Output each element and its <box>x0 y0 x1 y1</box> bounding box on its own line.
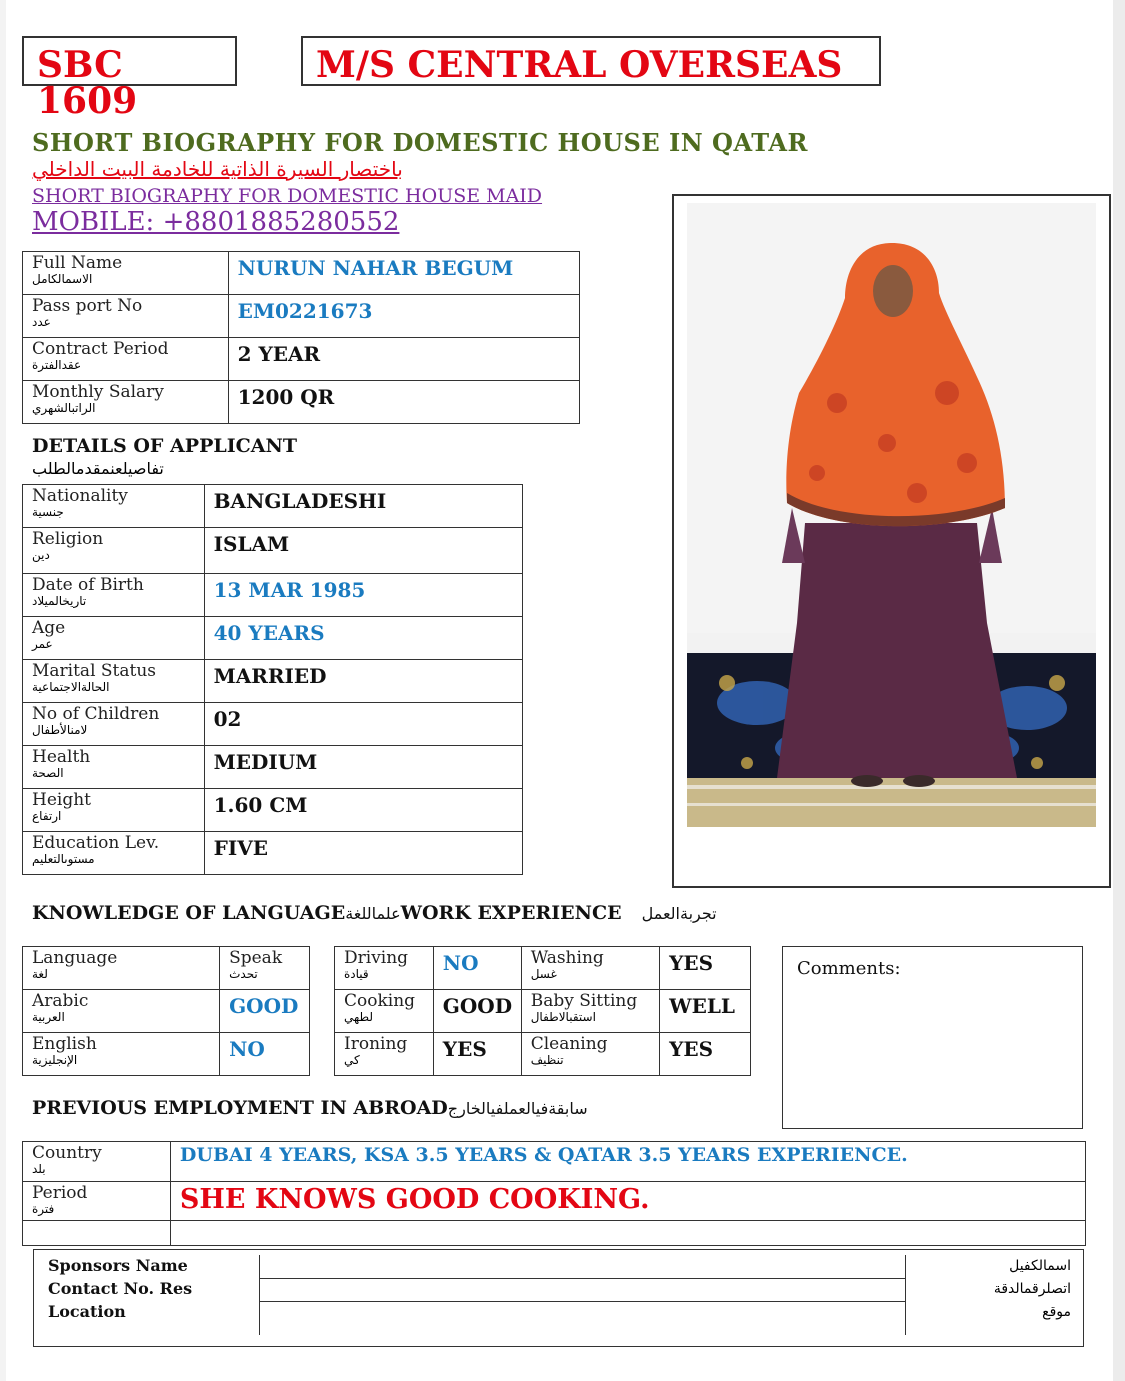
details-row <box>23 660 523 703</box>
work-value2: YES <box>669 951 714 975</box>
work-label-ar: قيادة <box>344 967 369 981</box>
period-value-cell <box>170 1182 1085 1221</box>
work-label-ar: لطهي <box>344 1010 374 1024</box>
work-label-cell <box>335 1033 434 1076</box>
language-label-cell <box>23 947 220 990</box>
sponsor-label: Sponsors Name <box>48 1256 188 1275</box>
basic-info-row <box>23 295 580 338</box>
empty-row <box>23 1221 1086 1246</box>
work-label2: Washing <box>530 948 604 968</box>
field-label: Full Name <box>32 253 123 273</box>
sub-title: SHORT BIOGRAPHY FOR DOMESTIC HOUSE MAID <box>32 185 543 207</box>
field-label: Height <box>32 790 91 810</box>
field-label: Contract Period <box>32 339 169 359</box>
sponsor-label: Contact No. Res <box>48 1279 193 1298</box>
details-row <box>23 746 523 789</box>
details-value-cell <box>204 660 522 703</box>
work-value-cell <box>433 1033 521 1076</box>
period-row <box>23 1182 1086 1221</box>
field-label: Monthly Salary <box>32 382 164 402</box>
field-value: 40 YEARS <box>213 621 325 645</box>
work-value-cell <box>433 947 521 990</box>
field-label: Health <box>32 747 91 767</box>
details-label-cell <box>23 660 205 703</box>
sponsor-input-cell[interactable] <box>259 1255 905 1278</box>
sponsor-box <box>33 1249 1084 1347</box>
sponsor-label-cell <box>39 1301 259 1335</box>
basic-info-label-cell <box>23 295 229 338</box>
work-row <box>335 990 751 1033</box>
details-value-cell <box>204 617 522 660</box>
work-label-ar: كي <box>344 1053 360 1067</box>
language-label: Language <box>32 948 118 968</box>
details-label-cell <box>23 574 205 617</box>
work-label-cell <box>335 947 434 990</box>
work-value: YES <box>442 1037 487 1061</box>
code-text: SBC 1609 <box>37 44 138 122</box>
field-label: Education Lev. <box>32 833 160 853</box>
country-row <box>23 1142 1086 1182</box>
field-value: 1200 QR <box>237 385 335 409</box>
sponsor-label-ar-cell <box>905 1255 1077 1278</box>
field-value: 2 YEAR <box>237 342 321 366</box>
basic-info-label-cell <box>23 381 229 424</box>
field-value: ISLAM <box>213 532 290 556</box>
details-label-cell <box>23 789 205 832</box>
field-label-ar: الحالةالاجتماعية <box>32 680 110 694</box>
period-label-ar: فترة <box>32 1202 55 1216</box>
work-value2: YES <box>669 1037 714 1061</box>
comments-box[interactable] <box>782 946 1083 1129</box>
language-value-cell <box>220 947 310 990</box>
sponsor-row <box>39 1255 1077 1278</box>
field-value: 1.60 CM <box>213 793 308 817</box>
code-box <box>22 36 237 122</box>
details-heading-ar: تفاصيلعنمقدمالطلب <box>32 459 164 478</box>
language-value-cell <box>220 990 310 1033</box>
details-label-cell <box>23 528 205 574</box>
sponsor-row <box>39 1278 1077 1301</box>
sponsor-label-ar: موقع <box>1042 1304 1071 1320</box>
work-label2: Baby Sitting <box>530 991 638 1011</box>
agency-name: M/S CENTRAL OVERSEAS <box>316 44 843 86</box>
work-label2-cell <box>521 990 659 1033</box>
field-label: No of Children <box>32 704 160 724</box>
details-value-cell <box>204 528 522 574</box>
work-label: Ironing <box>344 1034 408 1054</box>
work-value2: WELL <box>669 994 735 1018</box>
page-left-edge <box>0 0 6 1381</box>
sponsor-label: Location <box>48 1302 126 1321</box>
work-label2: Cleaning <box>530 1034 608 1054</box>
basic-info-value-cell <box>228 252 579 295</box>
speak-label: Speak <box>229 948 283 968</box>
language-row <box>23 1033 310 1076</box>
field-label-ar: مستوىالتعليم <box>32 852 95 866</box>
period-label-cell <box>23 1182 171 1221</box>
basic-info-value-cell <box>228 338 579 381</box>
previous-heading <box>32 1097 588 1119</box>
field-label-ar: الصحة <box>32 766 64 780</box>
work-value: GOOD <box>442 994 513 1018</box>
work-table <box>334 946 751 1076</box>
work-label2-ar: غسل <box>530 967 557 981</box>
details-value-cell <box>204 485 522 528</box>
basic-info-label-cell <box>23 338 229 381</box>
work-label2-cell <box>521 1033 659 1076</box>
field-value: BANGLADESHI <box>213 489 387 513</box>
agency-box <box>301 36 881 86</box>
field-value: MARRIED <box>213 664 327 688</box>
work-row <box>335 1033 751 1076</box>
work-value2-cell <box>660 1033 751 1076</box>
work-value-cell <box>433 990 521 1033</box>
sponsor-label-cell <box>39 1278 259 1301</box>
field-label: Date of Birth <box>32 575 144 595</box>
previous-heading-ar: سابقةفيالعملفيالخارج <box>447 1099 588 1118</box>
work-label-cell <box>335 990 434 1033</box>
field-label-ar: الراتبالشهري <box>32 401 96 415</box>
field-label-ar: لامنالأطفال <box>32 723 88 737</box>
main-title: SHORT BIOGRAPHY FOR DOMESTIC HOUSE IN QATAR <box>32 128 808 157</box>
sponsor-label-ar-cell <box>905 1278 1077 1301</box>
knowledge-heading-text: KNOWLEDGE OF LANGUAGE <box>32 902 346 924</box>
details-value-cell <box>204 703 522 746</box>
field-value: EM0221673 <box>237 299 373 323</box>
sponsor-label-cell <box>39 1255 259 1278</box>
field-label: Pass port No <box>32 296 143 316</box>
details-row <box>23 832 523 875</box>
field-value: MEDIUM <box>213 750 318 774</box>
speak-label-ar: تحدث <box>229 967 258 981</box>
knowledge-heading <box>32 902 717 924</box>
details-row <box>23 703 523 746</box>
details-heading: DETAILS OF APPLICANT <box>32 435 297 457</box>
language-row <box>23 947 310 990</box>
details-row <box>23 528 523 574</box>
basic-info-table <box>22 251 580 424</box>
sponsor-row <box>39 1301 1077 1335</box>
country-label-cell <box>23 1142 171 1182</box>
field-label-ar: دين <box>32 548 50 562</box>
language-label-ar: العربية <box>32 1010 65 1024</box>
work-label2-ar: استقبالاطفال <box>530 1010 596 1024</box>
field-label: Marital Status <box>32 661 157 681</box>
language-row <box>23 990 310 1033</box>
basic-info-value-cell <box>228 295 579 338</box>
field-label: Nationality <box>32 486 128 506</box>
field-label-ar: تاريخالميلاد <box>32 594 87 608</box>
work-row <box>335 947 751 990</box>
details-label-cell <box>23 703 205 746</box>
details-value-cell <box>204 746 522 789</box>
work-value2-cell <box>660 947 751 990</box>
work-value2-cell <box>660 990 751 1033</box>
details-table <box>22 484 523 875</box>
details-label-cell <box>23 617 205 660</box>
sponsor-input-cell[interactable] <box>259 1301 905 1335</box>
field-label-ar: جنسية <box>32 505 64 519</box>
work-value: NO <box>442 951 479 975</box>
work-label2-ar: تنظيف <box>530 1053 564 1067</box>
work-heading-text: WORK EXPERIENCE <box>400 902 622 924</box>
details-row <box>23 485 523 528</box>
details-label-cell <box>23 832 205 875</box>
language-label-cell <box>23 990 220 1033</box>
language-label: English <box>32 1034 97 1054</box>
previous-table <box>22 1141 1086 1246</box>
period-value: SHE KNOWS GOOD COOKING. <box>179 1184 650 1215</box>
details-row <box>23 617 523 660</box>
field-label-ar: عقدالفترة <box>32 358 82 372</box>
country-label: Country <box>32 1143 102 1163</box>
field-label-ar: عدد <box>32 315 51 329</box>
mobile-number: MOBILE: +8801885280552 <box>32 207 400 237</box>
comments-label: Comments: <box>797 958 901 979</box>
work-label: Driving <box>344 948 409 968</box>
applicant-photo-svg <box>687 203 1096 827</box>
page-right-edge <box>1113 0 1125 1381</box>
field-label-ar: عمر <box>32 637 53 651</box>
applicant-photo <box>687 203 1096 827</box>
details-value-cell <box>204 789 522 832</box>
period-label: Period <box>32 1183 88 1203</box>
country-label-ar: بلد <box>32 1162 46 1176</box>
details-label-cell <box>23 485 205 528</box>
country-value-cell <box>170 1142 1085 1182</box>
field-label-ar: ارتفاع <box>32 809 62 823</box>
language-value-cell <box>220 1033 310 1076</box>
language-label-ar: لغة <box>32 967 48 981</box>
field-label-ar: الاسمالكامل <box>32 272 93 286</box>
basic-info-label-cell <box>23 252 229 295</box>
arabic-title: باختصار السيرة الذاتية للخادمة البيت الداخلي <box>32 157 403 181</box>
work-heading-ar: تجربةالعمل <box>641 904 717 923</box>
details-row <box>23 789 523 832</box>
country-value: DUBAI 4 YEARS, KSA 3.5 YEARS & QATAR 3.5 YEARS EXPERIENCE. <box>179 1144 908 1166</box>
language-label: Arabic <box>32 991 89 1011</box>
details-row <box>23 574 523 617</box>
details-label-cell <box>23 746 205 789</box>
previous-heading-text: PREVIOUS EMPLOYMENT IN ABROAD <box>32 1097 448 1119</box>
field-value: 02 <box>213 707 242 731</box>
basic-info-row <box>23 338 580 381</box>
work-label2-cell <box>521 947 659 990</box>
basic-info-row <box>23 381 580 424</box>
language-value: NO <box>229 1037 265 1061</box>
sponsor-table <box>39 1255 1077 1335</box>
empty-cell-1 <box>23 1221 171 1246</box>
language-label-cell <box>23 1033 220 1076</box>
field-value: FIVE <box>213 836 268 860</box>
field-value: 13 MAR 1985 <box>213 578 366 602</box>
language-label-ar: الإنجليزية <box>32 1053 78 1067</box>
details-value-cell <box>204 832 522 875</box>
sponsor-input-cell[interactable] <box>259 1278 905 1301</box>
basic-info-row <box>23 252 580 295</box>
language-value: GOOD <box>229 994 299 1018</box>
field-label: Religion <box>32 529 104 549</box>
empty-cell-2 <box>170 1221 1085 1246</box>
basic-info-value-cell <box>228 381 579 424</box>
sponsor-label-ar: اسمالكفيل <box>1009 1258 1071 1274</box>
sponsor-label-ar-cell <box>905 1301 1077 1335</box>
field-label: Age <box>32 618 66 638</box>
field-value: NURUN NAHAR BEGUM <box>237 256 514 280</box>
language-table <box>22 946 310 1076</box>
work-label: Cooking <box>344 991 416 1011</box>
details-value-cell <box>204 574 522 617</box>
sponsor-label-ar: اتصلرقمالدقة <box>993 1281 1071 1297</box>
knowledge-heading-ar: علماللغة <box>345 904 401 923</box>
